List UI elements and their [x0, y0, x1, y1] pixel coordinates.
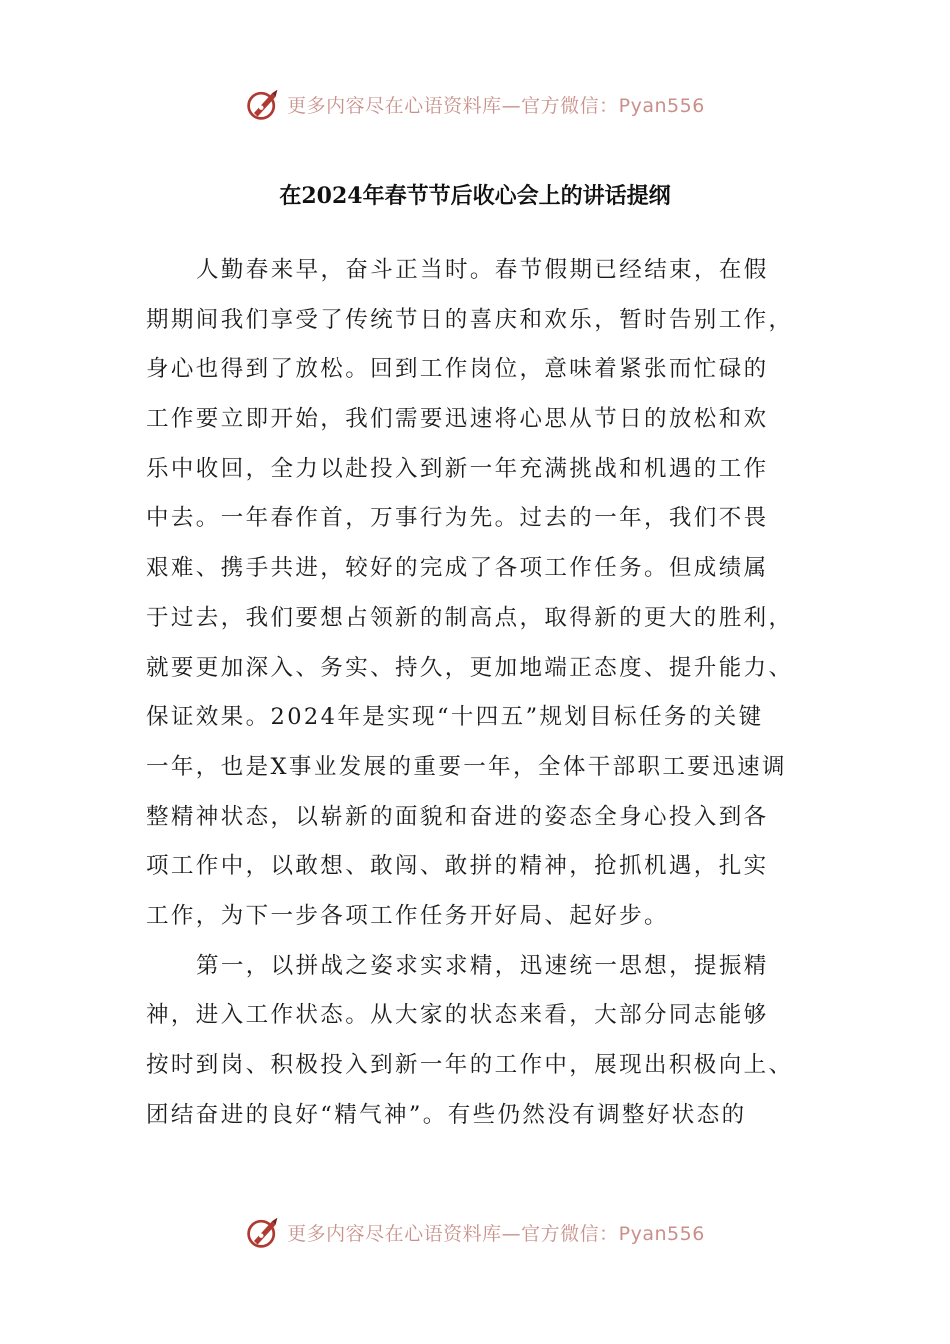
text-line: 艰难、携手共进，较好的完成了各项工作任务。但成绩属	[146, 555, 769, 582]
text-line: 保证效果。2024年是实现“十四五”规划目标任务的关键	[146, 704, 764, 731]
text-line: 工作，为下一步各项工作任务开好局、起好步。	[146, 902, 669, 929]
text-line: 第一，以拼战之姿求实求精，迅速统一思想，提振精	[196, 952, 769, 979]
text-line: 人勤春来早，奋斗正当时。春节假期已经结束，在假	[196, 257, 769, 283]
text-line: 神，进入工作状态。从大家的状态来看，大部分同志能够	[146, 1002, 769, 1029]
text-line: 按时到岗、积极投入到新一年的工作中，展现出积极向上、	[146, 1052, 794, 1078]
footer-watermark	[0, 1212, 950, 1252]
text-line: 整精神状态，以崭新的面貌和奋进的姿态全身心投入到各	[146, 803, 769, 830]
watermark-text: 更多内容尽在心语资料库—官方微信：Pyan556	[287, 94, 705, 117]
text-line: 于过去，我们要想占领新的制高点，取得新的更大的胜利，	[146, 604, 794, 631]
text-line: 乐中收回，全力以赴投入到新一年充满挑战和机遇的工作	[146, 455, 769, 482]
text-line: 期期间我们享受了传统节日的喜庆和欢乐，暂时告别工作，	[146, 306, 794, 333]
watermark-text: 更多内容尽在心语资料库—官方微信：Pyan556	[287, 1222, 705, 1245]
pen-nib-circle-icon	[245, 1214, 281, 1250]
text-line: 一年，也是X事业发展的重要一年，全体干部职工要迅速调	[146, 753, 787, 780]
document-body	[146, 246, 806, 1140]
header-watermark	[0, 84, 950, 124]
text-line: 项工作中，以敢想、敢闯、敢拼的精神，抢抓机遇，扎实	[146, 853, 769, 880]
text-line: 团结奋进的良好“精气神”。有些仍然没有调整好状态的	[146, 1101, 747, 1128]
pen-nib-circle-icon	[245, 86, 281, 122]
paragraph-1	[146, 246, 806, 942]
paragraph-2	[146, 942, 806, 1141]
text-line: 身心也得到了放松。回到工作岗位，意味着紧张而忙碌的	[146, 356, 769, 383]
text-line: 工作要立即开始，我们需要迅速将心思从节日的放松和欢	[146, 406, 769, 433]
text-line: 中去。一年春作首，万事行为先。过去的一年，我们不畏	[146, 505, 769, 532]
text-line: 就要更加深入、务实、持久，更加地端正态度、提升能力、	[146, 654, 794, 681]
document-title: 在2024年春节节后收心会上的讲话提纲	[279, 183, 671, 209]
